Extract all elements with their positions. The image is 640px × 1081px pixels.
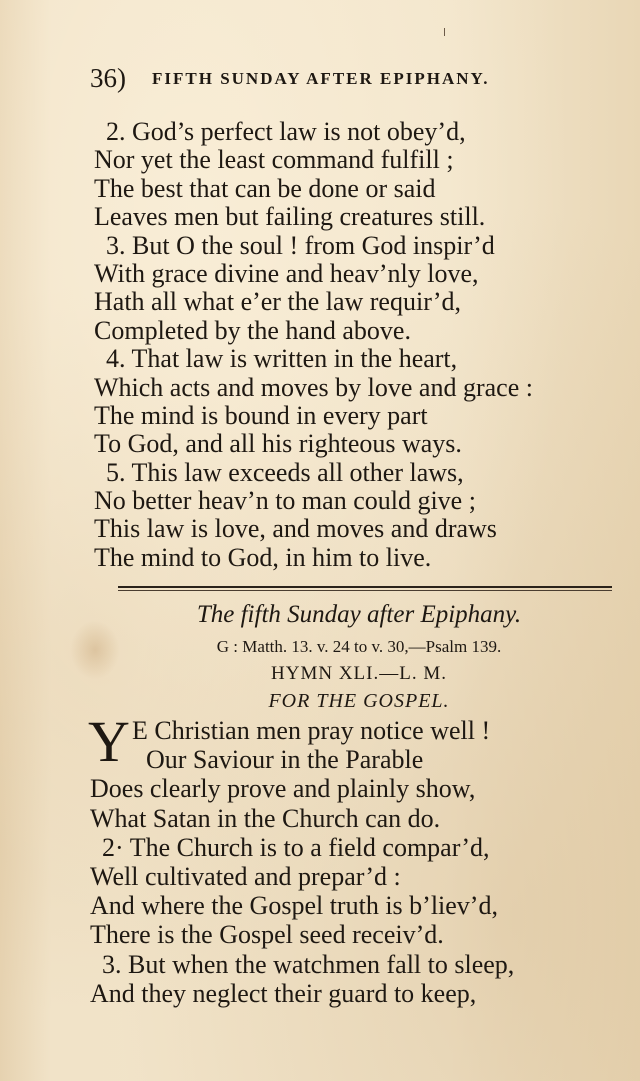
verse-line: To God, and all his righteous ways.	[94, 429, 462, 459]
hymn-line: Well cultivated and prepar’d :	[90, 861, 401, 891]
hymn-occasion: FOR THE GOSPEL.	[268, 690, 450, 712]
verse-line: 5. This law exceeds all other laws,	[106, 457, 464, 487]
verse-line: Nor yet the least command fulfill ;	[94, 145, 454, 175]
verse-line: 4. That law is written in the heart,	[106, 344, 458, 374]
verse-line: 2. God’s perfect law is not obey’d,	[106, 117, 466, 146]
verse-line: Completed by the hand above.	[94, 315, 411, 345]
margin-mark	[444, 28, 445, 36]
verse-line: With grace divine and heav’nly love,	[94, 258, 479, 288]
verse-line: The mind is bound in every part	[94, 400, 428, 430]
verse-line: Hath all what e’er the law requir’d,	[94, 287, 461, 317]
section-title: The fifth Sunday after Epiphany.	[196, 601, 522, 628]
hymn-line: And they neglect their guard to keep,	[90, 978, 477, 1008]
section-divider	[118, 586, 612, 588]
verse-line: 3. But O the soul ! from God inspir’d	[106, 230, 495, 260]
hymn-block	[90, 716, 630, 1008]
verse-block	[94, 118, 624, 572]
verse-line: The mind to God, in him to live.	[94, 542, 432, 572]
hymn-line: What Satan in the Church can do.	[90, 803, 441, 833]
hymn-line: And where the Gospel truth is b’liev’d,	[90, 891, 498, 921]
hymn-title: HYMN XLI.—L. M.	[271, 663, 447, 684]
page-header	[90, 62, 590, 94]
drop-cap: Y	[88, 709, 130, 774]
scripture-reference: G : Matth. 13. v. 24 to v. 30,—Psalm 139.	[216, 637, 502, 656]
hymn-line: 3. But when the watchmen fall to sleep,	[102, 949, 515, 979]
hymn-line: There is the Gospel seed receiv’d.	[90, 920, 444, 950]
verse-line: Which acts and moves by love and grace :	[94, 372, 533, 402]
hymn-line: Does clearly prove and plainly show,	[90, 774, 476, 804]
hymn-line: E Christian men pray notice well !	[132, 716, 491, 745]
verse-line: No better heav’n to man could give ;	[94, 486, 476, 516]
hymn-line: 2· The Church is to a field compar’d,	[102, 832, 490, 862]
verse-line: This law is love, and moves and draws	[94, 514, 497, 544]
verse-line: The best that can be done or said	[94, 173, 436, 203]
hymn-line: Our Saviour in the Parable	[146, 745, 424, 775]
page-number: 36)	[90, 63, 126, 93]
section-divider-thin	[118, 590, 612, 591]
running-head: FIFTH SUNDAY AFTER EPIPHANY.	[152, 69, 490, 88]
verse-line: Leaves men but failing creatures still.	[94, 202, 486, 232]
